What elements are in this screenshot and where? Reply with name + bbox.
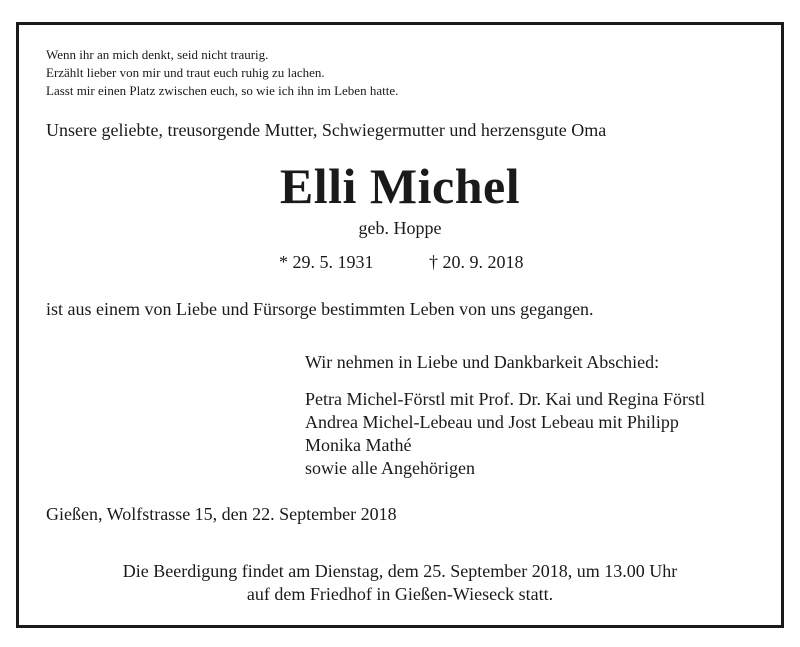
poem-line-3: Lasst mir einen Platz zwischen euch, so wie ich ihn im Leben hatte. <box>46 83 399 98</box>
funeral-info-line-1: Die Beerdigung findet am Dienstag, dem 25. September 2018, um 13.00 Uhr <box>122 561 678 581</box>
farewell-heading: Wir nehmen in Liebe und Dankbarkeit Abschied: <box>305 352 660 372</box>
obituary-frame <box>16 22 784 628</box>
deceased-name: Elli Michel <box>279 158 521 214</box>
birth-date: * 29. 5. 1931 <box>279 252 374 272</box>
mourner-line: sowie alle Angehörigen <box>305 458 475 478</box>
poem-line-1: Wenn ihr an mich denkt, seid nicht traurig. <box>46 47 269 62</box>
mourners-list <box>305 388 705 480</box>
birth-name: geb. Hoppe <box>358 218 442 238</box>
mourner-line: Andrea Michel-Lebeau und Jost Lebeau mit Philipp <box>305 412 679 432</box>
death-date: † 20. 9. 2018 <box>429 252 524 272</box>
mourner-line: Monika Mathé <box>305 435 412 455</box>
poem-line-2: Erzählt lieber von mir und traut euch ruhig zu lachen. <box>46 65 325 80</box>
intro-text: Unsere geliebte, treusorgende Mutter, Schwiegermutter und herzensgute Oma <box>46 120 607 140</box>
place-and-date: Gießen, Wolfstrasse 15, den 22. September 2018 <box>46 504 397 524</box>
mourner-line: Petra Michel-Förstl mit Prof. Dr. Kai und Regina Förstl <box>305 389 705 409</box>
passing-text: ist aus einem von Liebe und Fürsorge bestimmten Leben von uns gegangen. <box>46 299 594 319</box>
funeral-info-line-2: auf dem Friedhof in Gießen-Wieseck statt. <box>246 584 554 604</box>
